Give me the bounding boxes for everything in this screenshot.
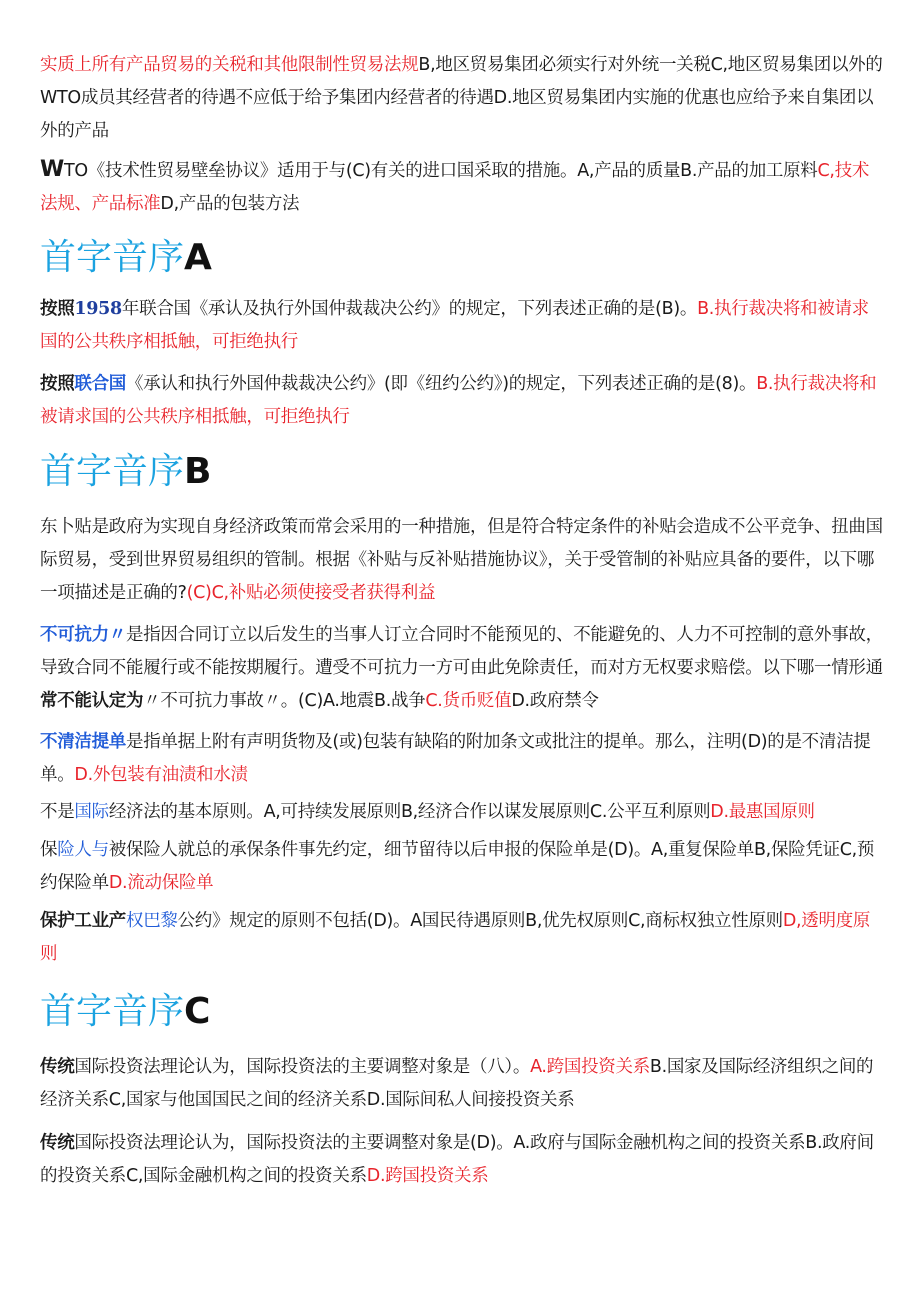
body-text: 被保险人就总的承保条件事先约定，细节留待以后申报的保险单是(D)。A,重复保险单B,保险凭证C,预约保险单 [40,840,875,893]
answer-text: B.执行裁决将和被请求国的公共秩序相抵触，可拒绝执行 [40,299,869,352]
paragraph-unclean-bill [40,726,886,792]
keyword-year: 1958 [74,299,122,319]
heading-text: 首字音序 [40,237,185,278]
keyword: 保 [40,840,58,860]
paragraph-insurance-policy [40,834,886,900]
keyword: 传统 [40,1133,75,1153]
paragraph-regional-trade [40,49,886,148]
answer-text: A.跨国投资关系 [530,1057,650,1077]
paragraph-subsidy [40,511,886,610]
keyword: 保护工业产 [40,911,126,931]
body-text: 经济法的基本原则。A,可持续发展原则B,经济合作以谋发展原则C.公平互利原则 [108,802,711,822]
keyword-blue: 权巴黎 [126,911,178,931]
wto-initial: W [40,157,64,182]
body-text: 东卜贴是政府为实现自身经济政策而常会采用的一种措施，但是符合特定条件的补贴会造成不公平竞争、扭曲国际贸易，受到世界贸易组织的管制。根据《补贴与反补贴措施协议》，关于受管制的补贴应具备的要件，以下哪一项描述是正确的? [40,517,883,603]
answer-text: 实质上所有产品贸易的关税和其他限制性贸易法规 [40,55,419,75]
body-text: B.国家及国际经济组织之间的经济关系C,国家与他国国民之间的经济关系D.国际间私人间接投资关系 [40,1057,874,1110]
answer-text: C,技术法规、产品标准 [40,161,870,214]
paragraph-force-majeure [40,619,886,718]
body-text: 是指因合同订立以后发生的当事人订立合同时不能预见的、不能避免的、人力不可控制的意外事故，导致合同不能履行或不能按期履行。遭受不可抗力一方可由此免除责任，而对方无权要求赔偿。以下哪一情形通 [40,625,883,678]
body-text: 公约》规定的原则不包括(D)。A国民待遇原则B,优先权原则C,商标权独立性原则 [177,911,783,931]
body-text: 〃不可抗力事故〃。(C)A.地震B.战争 [143,691,426,711]
keyword-blue: 不可抗力〃 [40,625,126,645]
body-text: D.政府禁令 [511,691,599,711]
keyword-blue: 险人与 [57,840,109,860]
paragraph-investment-law-1 [40,1051,886,1117]
keyword-blue: 国际 [74,802,109,822]
keyword: 常不能认定为 [40,691,144,711]
keyword: 传统 [40,1057,75,1077]
section-heading-b [40,450,211,494]
heading-text: 首字音序 [40,451,185,492]
keyword-blue: 不清洁提单 [40,732,126,752]
body-text: 国际投资法理论认为，国际投资法的主要调整对象是（八）。 [74,1057,531,1077]
answer-text: D.流动保险单 [108,873,214,893]
body-text: TO《技术性贸易壁垒协议》适用于与(C)有关的进口国采取的措施。A,产品的质量B.产品的加工原料 [63,161,818,181]
keyword: 不是 [40,802,75,822]
paragraph-investment-law-2 [40,1127,886,1193]
paragraph-basic-principles [40,796,886,829]
heading-letter: A [184,237,212,278]
answer-text: C.货币贬值 [425,691,512,711]
heading-letter: C [184,991,211,1032]
answer-text: D.最惠国原则 [710,802,815,822]
body-text: 《承认和执行外国仲裁裁决公约》(即《纽约公约》)的规定，下列表述正确的是(8)。 [126,374,757,394]
section-heading-a [40,236,212,280]
answer-text: B.执行裁决将和被请求国的公共秩序相抵触，可拒绝执行 [40,374,877,427]
body-text: 是指单据上附有声明货物及(或)包装有缺陷的附加条文或批注的提单。那么，注明(D)的是不清洁提单。 [40,732,871,785]
answer-text: D.外包装有油渍和水渍 [74,765,248,785]
heading-letter: B [184,451,212,492]
keyword: 按照 [40,299,75,319]
body-text: 年联合国《承认及执行外国仲裁裁决公约》的规定，下列表述正确的是(B)。 [121,299,698,319]
body-text: D,产品的包装方法 [160,194,300,214]
section-heading-c [40,990,210,1034]
keyword: 按照 [40,374,75,394]
keyword-blue: 联合国 [74,374,127,394]
paragraph-wto-tbt [40,153,886,221]
paragraph-paris-convention [40,905,886,971]
answer-text: D,透明度原则 [40,911,871,964]
body-text: B,地区贸易集团必须实行对外统一关税C,地区贸易集团以外的WTO成员其经营者的待遇不应低于给予集团内经营者的待遇D.地区贸易集团内实施的优惠也应给予来自集团以外的产品 [40,55,883,141]
heading-text: 首字音序 [40,991,185,1032]
paragraph-new-york-convention [40,368,886,434]
paragraph-new-york-convention-1958 [40,293,886,359]
body-text: 国际投资法理论认为，国际投资法的主要调整对象是(D)。A.政府与国际金融机构之间的投资关系B.政府间的投资关系C,国际金融机构之间的投资关系 [40,1133,874,1186]
answer-text: (C)C,补贴必须使接受者获得利益 [186,583,436,603]
answer-text: D.跨国投资关系 [366,1166,489,1186]
